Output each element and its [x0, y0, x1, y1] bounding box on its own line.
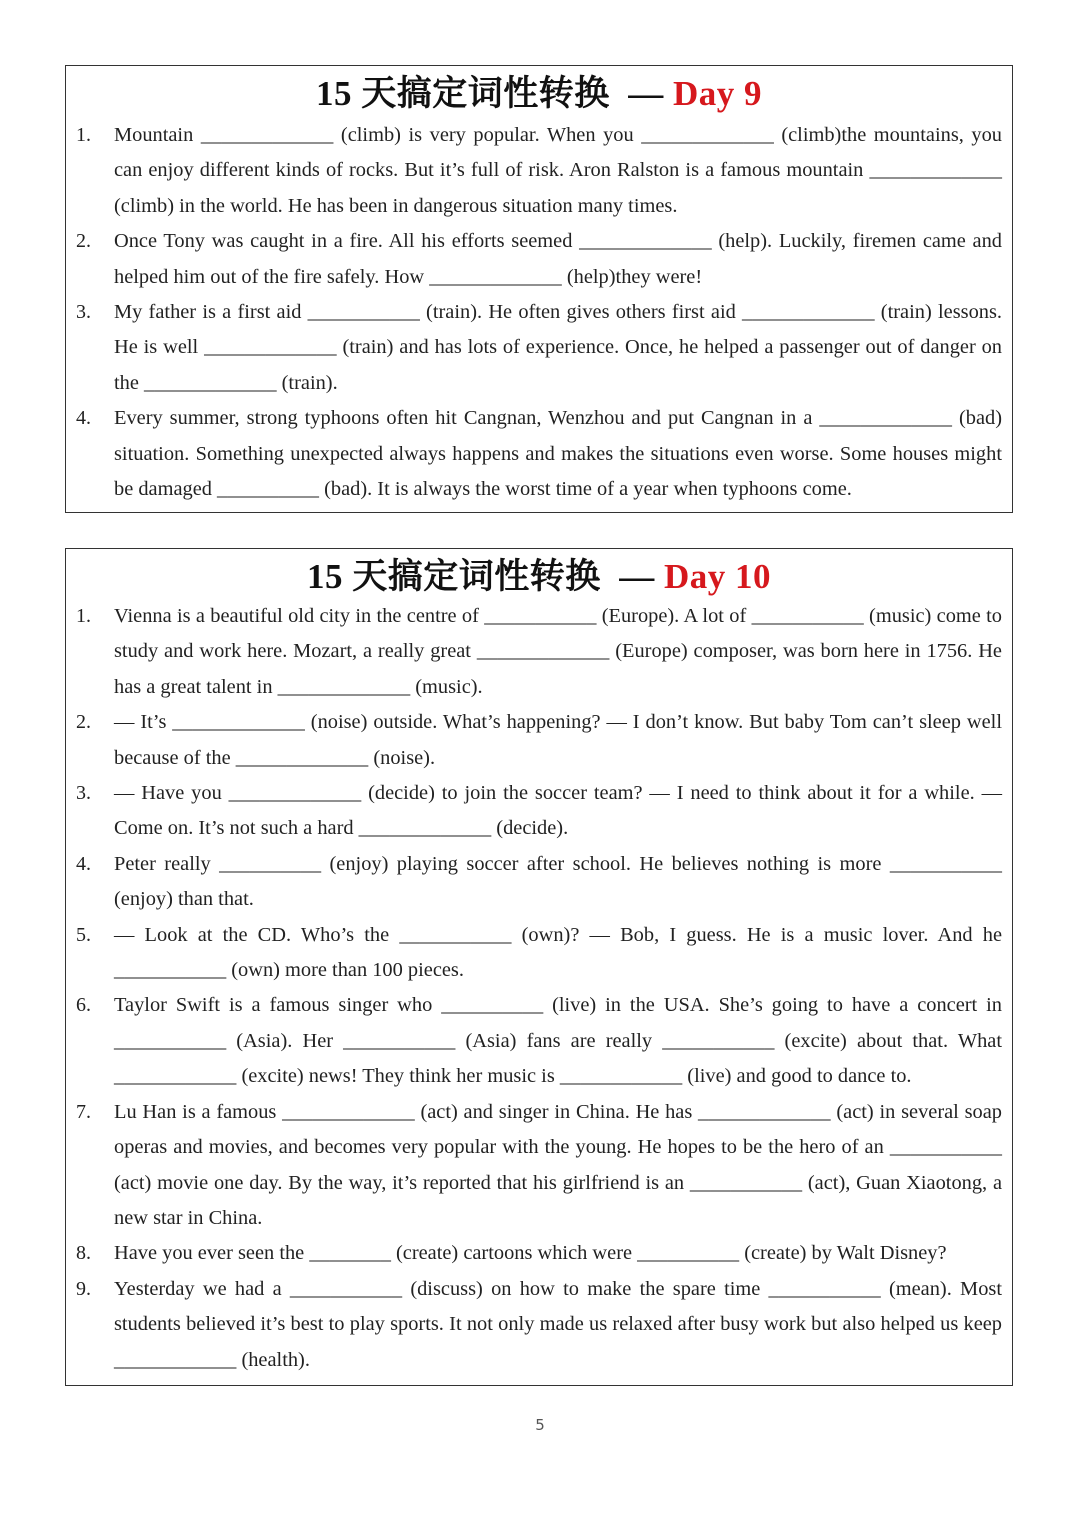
title-chinese: 天搞定词性转换 — [352, 556, 601, 597]
exercise-item — [76, 118, 1002, 224]
exercise-item — [76, 776, 1002, 847]
item-text: Once Tony was caught in a fire. All his efforts seemed _____________ (help). Luckily, firemen came and helped him out of the fire safely. How _____________ (help)they were! — [114, 230, 1002, 288]
item-text: — Look at the CD. Who’s the ___________ (own)? — Bob, I guess. He is a music lover. And he ___________ (own) more than 100 pieces. — [114, 923, 1002, 982]
item-number: 7. — [76, 1100, 91, 1123]
day9-title — [66, 73, 1012, 114]
exercise-item — [76, 295, 1002, 401]
exercise-item — [76, 224, 1002, 295]
item-number: 1. — [76, 124, 91, 146]
title-chinese: 天搞定词性转换 — [361, 73, 610, 114]
item-number: 8. — [76, 1242, 91, 1265]
exercise-item — [76, 847, 1002, 918]
day10-title — [66, 556, 1012, 597]
item-text: Yesterday we had a ___________ (discuss) on how to make the spare time ___________ (mean). Most students believed it’s best to play sports. It not only made us relaxed after busy work but also helped us keep ____________ (health). — [114, 1277, 1002, 1371]
day9-section — [65, 65, 1013, 513]
item-number: 6. — [76, 994, 91, 1017]
title-dash: — — [619, 557, 655, 596]
item-number: 5. — [76, 923, 91, 946]
exercise-item — [76, 705, 1002, 776]
item-text: Have you ever seen the ________ (create) cartoons which were __________ (create) by Walt Disney? — [114, 1242, 947, 1265]
exercise-item — [76, 988, 1002, 1094]
item-text: — It’s _____________ (noise) outside. What’s happening? — I don’t know. But baby Tom can’t sleep well because of the _____________ (noise). — [114, 711, 1002, 769]
item-number: 9. — [76, 1277, 91, 1300]
item-text: Taylor Swift is a famous singer who __________ (live) in the USA. She’s going to have a concert in ___________ (Asia). Her ___________ (Asia) fans are really ___________ (excite) about that. What ____________ (excite) news! They think her music is ____________ (live) and good to dance to. — [114, 994, 1002, 1088]
item-number: 4. — [76, 407, 91, 430]
page-number: 5 — [535, 1416, 545, 1434]
title-number: 15 — [315, 74, 352, 113]
item-number: 2. — [76, 230, 91, 253]
item-number: 1. — [76, 605, 91, 627]
exercise-item — [76, 1236, 1002, 1271]
item-number: 3. — [76, 782, 91, 805]
item-text: Lu Han is a famous _____________ (act) and singer in China. He has _____________ (act) in several soap operas and movies, and becomes very popular with the young. He hopes to be the hero of an ___________ (act) movie one day. By the way, it’s reported that his girlfriend is an ___________ (act), Guan Xiaotong, a new star in China. — [114, 1100, 1002, 1229]
item-number: 2. — [76, 711, 91, 734]
exercise-item — [76, 401, 1002, 507]
item-number: 3. — [76, 301, 91, 324]
exercise-item — [76, 918, 1002, 989]
item-text: Vienna is a beautiful old city in the centre of ___________ (Europe). A lot of ___________ (music) come to study and work here. Mozart, a really great _____________ (Europe) composer, was born here in 1756. He has a great talent in _____________ (music). — [114, 605, 1002, 698]
title-dash: — — [628, 74, 664, 113]
item-text: Peter really __________ (enjoy) playing soccer after school. He believes nothing is more ___________ (enjoy) than that. — [114, 852, 1002, 911]
title-number: 15 — [306, 557, 343, 596]
day10-items — [76, 599, 1002, 1378]
title-day-label: Day 9 — [672, 74, 763, 113]
exercise-item — [76, 1272, 1002, 1378]
exercise-item — [76, 1095, 1002, 1237]
item-text: Mountain _____________ (climb) is very popular. When you _____________ (climb)the mountains, you can enjoy different kinds of rocks. But it’s full of risk. Aron Ralston is a famous mountain _____________ (climb) in the world. He has been in dangerous situation many times. — [114, 124, 1002, 217]
exercise-item — [76, 599, 1002, 705]
item-text: Every summer, strong typhoons often hit Cangnan, Wenzhou and put Cangnan in a _____________ (bad) situation. Something unexpected always happens and makes the situations even worse. Some houses might be damaged __________ (bad). It is always the worst time of a year when typhoons come. — [114, 407, 1002, 501]
item-text: My father is a first aid ___________ (train). He often gives others first aid _____________ (train) lessons. He is well _____________ (train) and has lots of experience. Once, he helped a passenger out of danger on the _____________ (train). — [114, 301, 1002, 394]
day9-items — [76, 118, 1002, 507]
item-number: 4. — [76, 852, 91, 875]
title-day-label: Day 10 — [663, 557, 772, 596]
day10-section — [65, 548, 1013, 1386]
item-text: — Have you _____________ (decide) to join the soccer team? — I need to think about it for a while. — Come on. It’s not such a hard _____________ (decide). — [114, 782, 1002, 840]
